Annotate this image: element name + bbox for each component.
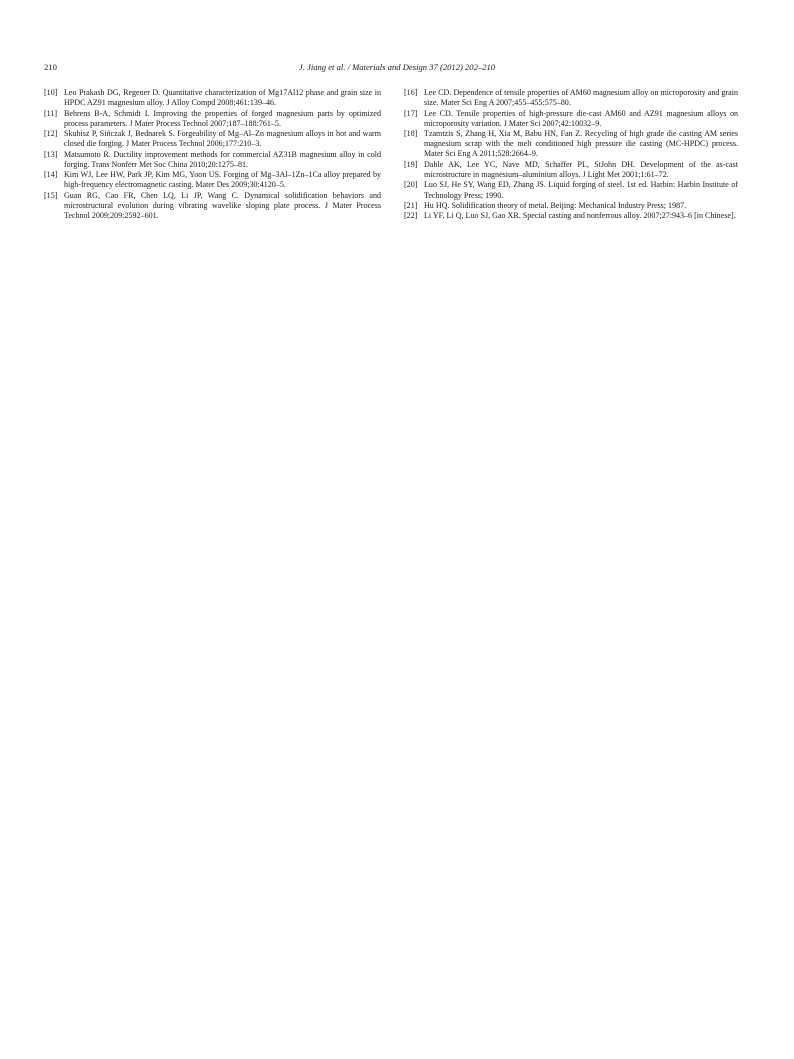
reference-number: [22]: [404, 211, 418, 221]
reference-text: Lee CD. Dependence of tensile properties of AM60 magnesium alloy on microporosity and grain size. Mater Sci Eng A 2007;455–455:575–80.: [424, 88, 738, 108]
reference-text: Hu HQ. Solidification theory of metal. Beijing: Mechanical Industry Press; 1987.: [424, 200, 687, 210]
reference-text: Skubisz P, Sińczak J, Bednarek S. Forgeability of Mg–Al–Zn magnesium alloys in hot and warm closed die forging. J Mater Process Technol 2006;177:210–3.: [64, 129, 381, 149]
reference-item: [44, 191, 381, 221]
reference-text: Lee CD. Tensile properties of high-pressure die-cast AM60 and AZ91 magnesium alloys on microporosity variation. J Mater Sci 2007;42:10032–9.: [424, 108, 738, 128]
page-header: [44, 62, 750, 76]
reference-number: [16]: [404, 88, 418, 97]
reference-item: [44, 109, 381, 129]
running-title: J. Jiang et al. / Materials and Design 37 (2012) 202–210: [298, 62, 496, 72]
reference-list-left: [44, 88, 381, 221]
reference-number: [13]: [44, 149, 58, 159]
reference-number: [12]: [44, 129, 58, 139]
reference-item: [404, 88, 738, 108]
reference-number: [18]: [404, 129, 418, 139]
reference-number: [19]: [404, 159, 418, 169]
reference-text: Dahle AK, Lee YC, Nave MD, Schaffer PL, StJohn DH. Development of the as-cast microstructure in magnesium–aluminium alloys. J Light Met 2001;1:61–72.: [424, 159, 738, 179]
reference-number: [11]: [44, 108, 58, 118]
reference-item: [404, 109, 738, 129]
reference-item: [404, 211, 738, 221]
reference-number: [10]: [44, 88, 58, 97]
reference-text: Leo Prakash DG, Regener D. Quantitative characterization of Mg17Al12 phase and grain size in HPDC AZ91 magnesium alloy. J Alloy Compd 2008;461:139–46.: [64, 88, 381, 108]
reference-text: Matsumoto R. Ductility improvement methods for commercial AZ31B magnesium alloy in cold forging. Trans Nonferr Met Soc China 2010;20:1275–81.: [64, 149, 381, 169]
reference-text: Kim WJ, Lee HW, Park JP, Kim MG, Yoon US. Forging of Mg–3Al–1Zn–1Ca alloy prepared by high-frequency electromagnetic casting. Mater Des 2009;30:4120–5.: [64, 170, 381, 190]
reference-number: [21]: [404, 200, 418, 210]
reference-text: Li YF, Li Q, Luo SJ, Gao XR. Special casting and nonferrous alloy. 2007;27:943–6 [in Chinese].: [424, 211, 736, 221]
reference-text: Behrens B-A, Schmidt I. Improving the properties of forged magnesium parts by optimized process parameters. J Mater Process Technol 2007;187–188:761–5.: [64, 108, 381, 128]
reference-item: [44, 170, 381, 190]
reference-number: [20]: [404, 180, 418, 190]
reference-item: [44, 150, 381, 170]
reference-item: [404, 201, 738, 211]
reference-text: Tzamtzis S, Zhang H, Xia M, Babu HN, Fan Z. Recycling of high grade die casting AM series magnesium scrap with the melt conditioned high pressure die casting (MC-HPDC) process. Mater Sci Eng A 2011;528:2664–9.: [424, 129, 738, 159]
references-right-column: [404, 88, 738, 222]
reference-item: [44, 88, 381, 108]
reference-item: [44, 129, 381, 149]
reference-item: [404, 160, 738, 180]
references-left-column: [44, 88, 381, 222]
reference-number: [14]: [44, 170, 58, 180]
page-number: 210: [44, 62, 57, 72]
reference-text: Luo SJ, He SY, Wang ED, Zhang JS. Liquid forging of steel. 1st ed. Harbin: Harbin Institute of Technology Press; 1990.: [424, 180, 738, 200]
reference-item: [404, 180, 738, 200]
reference-list-right: [404, 88, 738, 222]
reference-text: Guan RG, Cao FR, Chen LQ, Li JP, Wang C. Dynamical solidification behaviors and microstructural evolution during vibrating wavelike sloping plate process. J Mater Process Technol 2009;209:2592–601.: [64, 190, 381, 221]
reference-number: [15]: [44, 190, 58, 200]
reference-item: [404, 129, 738, 159]
reference-number: [17]: [404, 108, 418, 118]
